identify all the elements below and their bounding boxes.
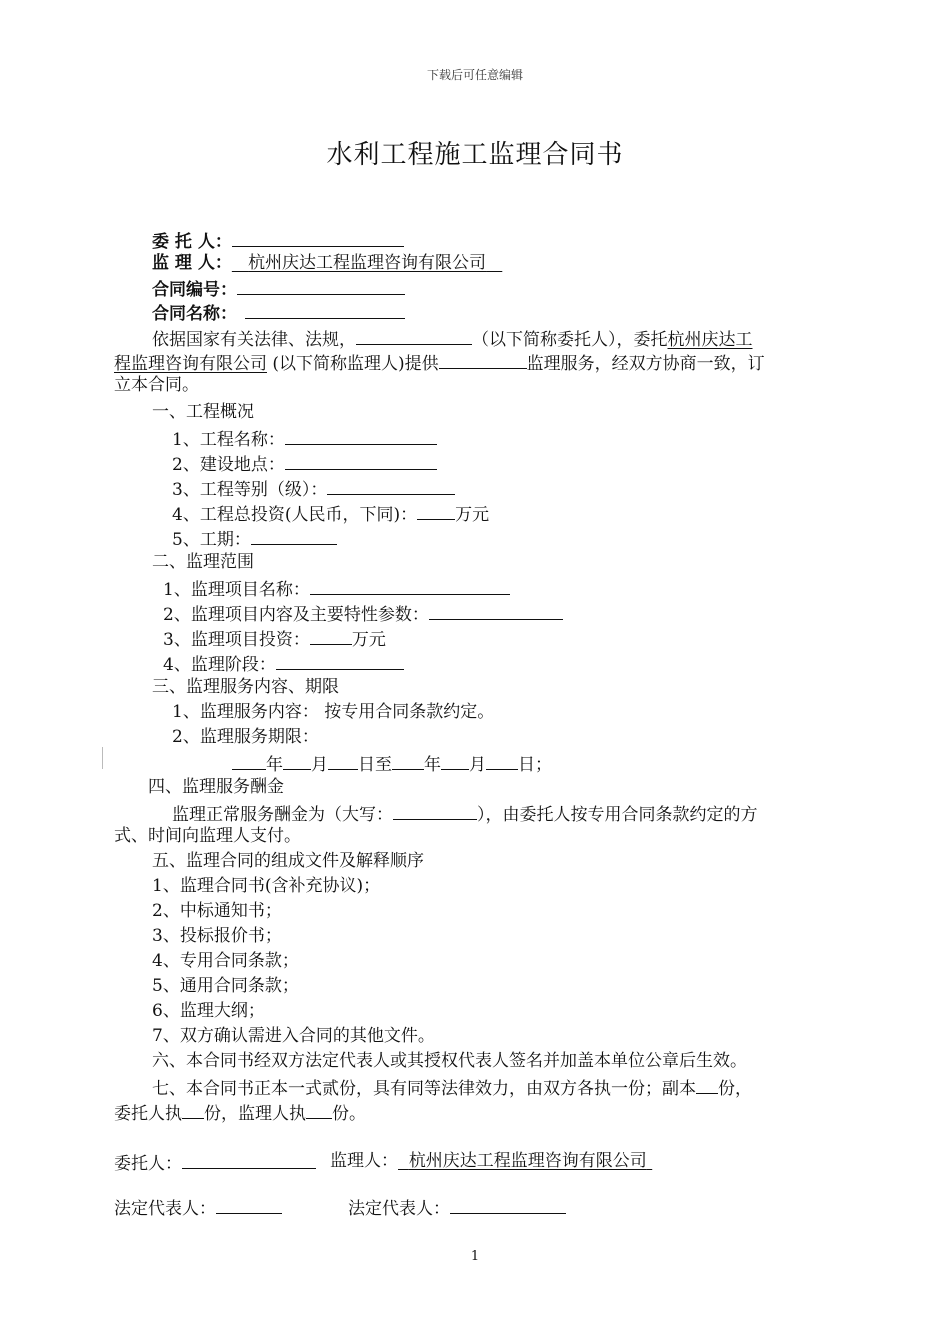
- scope-name-line: 1、监理项目名称：: [163, 575, 510, 602]
- doc-item-2: 2、中标通知书；: [152, 901, 282, 921]
- doc-item-4: 4、专用合同条款；: [152, 951, 299, 971]
- intro-line-1: 依据国家有关法律、法规， （以下简称委托人），委托杭州庆达工: [152, 325, 753, 352]
- grade-line: 3、工程等别（级）：: [172, 475, 455, 502]
- end-month-blank[interactable]: [441, 750, 469, 770]
- investment-line: 4、工程总投资(人民币，下同)： 万元: [172, 500, 489, 527]
- duration-blank[interactable]: [251, 525, 337, 545]
- client-copies-blank[interactable]: [182, 1099, 204, 1119]
- scope-investment-line: 3、监理项目投资： 万元: [163, 625, 386, 652]
- service-blank[interactable]: [439, 349, 527, 369]
- fee-line-1: 监理正常服务酬金为（大写： ），由委托人按专用合同条款约定的方: [172, 800, 758, 827]
- section7-line-1: 七、本合同书正本一式贰份，具有同等法律效力，由双方各执一份；副本 份，: [152, 1074, 752, 1101]
- signature-supervisor-name: 杭州庆达工程监理咨询有限公司: [408, 1151, 647, 1171]
- scope-stage-blank[interactable]: [276, 650, 404, 670]
- page-number: 1: [470, 1249, 480, 1264]
- section3-heading: 三、监理服务内容、期限: [152, 677, 339, 697]
- client-name-blank[interactable]: [356, 325, 472, 345]
- fee-line-2: 式、时间向监理人支付。: [114, 826, 301, 846]
- period-dates-line: 年 月 日至 年 月 日；: [232, 750, 552, 777]
- doc-item-5: 5、通用合同条款；: [152, 976, 299, 996]
- scope-name-blank[interactable]: [310, 575, 510, 595]
- supervisor-label: 监 理 人：: [152, 253, 232, 273]
- start-month-blank[interactable]: [283, 750, 311, 770]
- header-note: 下载后可任意编辑: [426, 68, 523, 82]
- service-period-line: 2、监理服务期限：: [172, 727, 319, 747]
- section4-heading: 四、监理服务酬金: [148, 777, 284, 797]
- scope-content-blank[interactable]: [429, 600, 563, 620]
- signature-client-blank[interactable]: [182, 1149, 316, 1169]
- section5-heading: 五、监理合同的组成文件及解释顺序: [152, 851, 424, 871]
- copies-blank[interactable]: [696, 1074, 718, 1094]
- doc-item-3: 3、投标报价书；: [152, 926, 282, 946]
- margin-marker: [102, 747, 103, 769]
- intro-supervisor-b: 程监理咨询有限公司: [114, 354, 267, 374]
- scope-investment-blank[interactable]: [310, 625, 352, 645]
- intro-supervisor-a: 杭州庆达工: [667, 330, 753, 350]
- contract-name-label: 合同名称：: [152, 304, 237, 324]
- end-day-blank[interactable]: [486, 750, 518, 770]
- doc-item-6: 6、监理大纲；: [152, 1001, 265, 1021]
- service-content-line: 1、监理服务内容： 按专用合同条款约定。: [172, 702, 495, 722]
- client-rep-blank[interactable]: [216, 1194, 282, 1214]
- scope-stage-line: 4、监理阶段：: [163, 650, 404, 677]
- contract-name-blank[interactable]: [245, 299, 405, 319]
- supervisor-rep: 法定代表人：: [348, 1194, 566, 1221]
- client-blank[interactable]: [232, 227, 404, 247]
- project-name-blank[interactable]: [285, 425, 437, 445]
- supervisor-copies-blank[interactable]: [306, 1099, 332, 1119]
- client-line: [152, 227, 404, 254]
- contract-no-line: [152, 275, 405, 302]
- project-name-line: 1、工程名称：: [172, 425, 437, 452]
- location-blank[interactable]: [285, 450, 437, 470]
- section2-heading: 二、监理范围: [152, 552, 254, 572]
- contract-no-label: 合同编号：: [152, 280, 237, 300]
- fee-amount-blank[interactable]: [393, 800, 477, 820]
- contract-name-line: [152, 299, 405, 326]
- section1-heading: 一、工程概况: [152, 402, 254, 422]
- grade-blank[interactable]: [327, 475, 455, 495]
- end-year-blank[interactable]: [392, 750, 424, 770]
- supervisor-rep-blank[interactable]: [450, 1194, 566, 1214]
- supervisor-line: [152, 251, 502, 275]
- section6-text: 六、本合同书经双方法定代表人或其授权代表人签名并加盖本单位公章后生效。: [152, 1051, 747, 1071]
- location-line: 2、建设地点：: [172, 450, 437, 477]
- scope-content-line: 2、监理项目内容及主要特性参数：: [163, 600, 563, 627]
- signature-client: 委托人：: [114, 1149, 316, 1176]
- supervisor-name: 杭州庆达工程监理咨询有限公司: [248, 253, 487, 273]
- intro-line-2: 程监理咨询有限公司 (以下简称监理人)提供 监理服务，经双方协商一致，订: [114, 349, 765, 376]
- doc-item-1: 1、监理合同书(含补充协议)；: [152, 876, 381, 896]
- start-day-blank[interactable]: [328, 750, 358, 770]
- intro-line-3: 立本合同。: [114, 375, 199, 395]
- start-year-blank[interactable]: [232, 750, 266, 770]
- client-rep: 法定代表人：: [114, 1194, 282, 1221]
- document-title: 水利工程施工监理合同书: [326, 140, 624, 170]
- contract-no-blank[interactable]: [237, 275, 405, 295]
- duration-line: 5、工期：: [172, 525, 337, 552]
- section7-line-2: 委托人执 份，监理人执 份。: [114, 1099, 366, 1126]
- client-label: 委 托 人：: [152, 232, 232, 252]
- signature-supervisor: 监理人： 杭州庆达工程监理咨询有限公司: [330, 1149, 652, 1173]
- investment-blank[interactable]: [417, 500, 455, 520]
- doc-item-7: 7、双方确认需进入合同的其他文件。: [152, 1026, 435, 1046]
